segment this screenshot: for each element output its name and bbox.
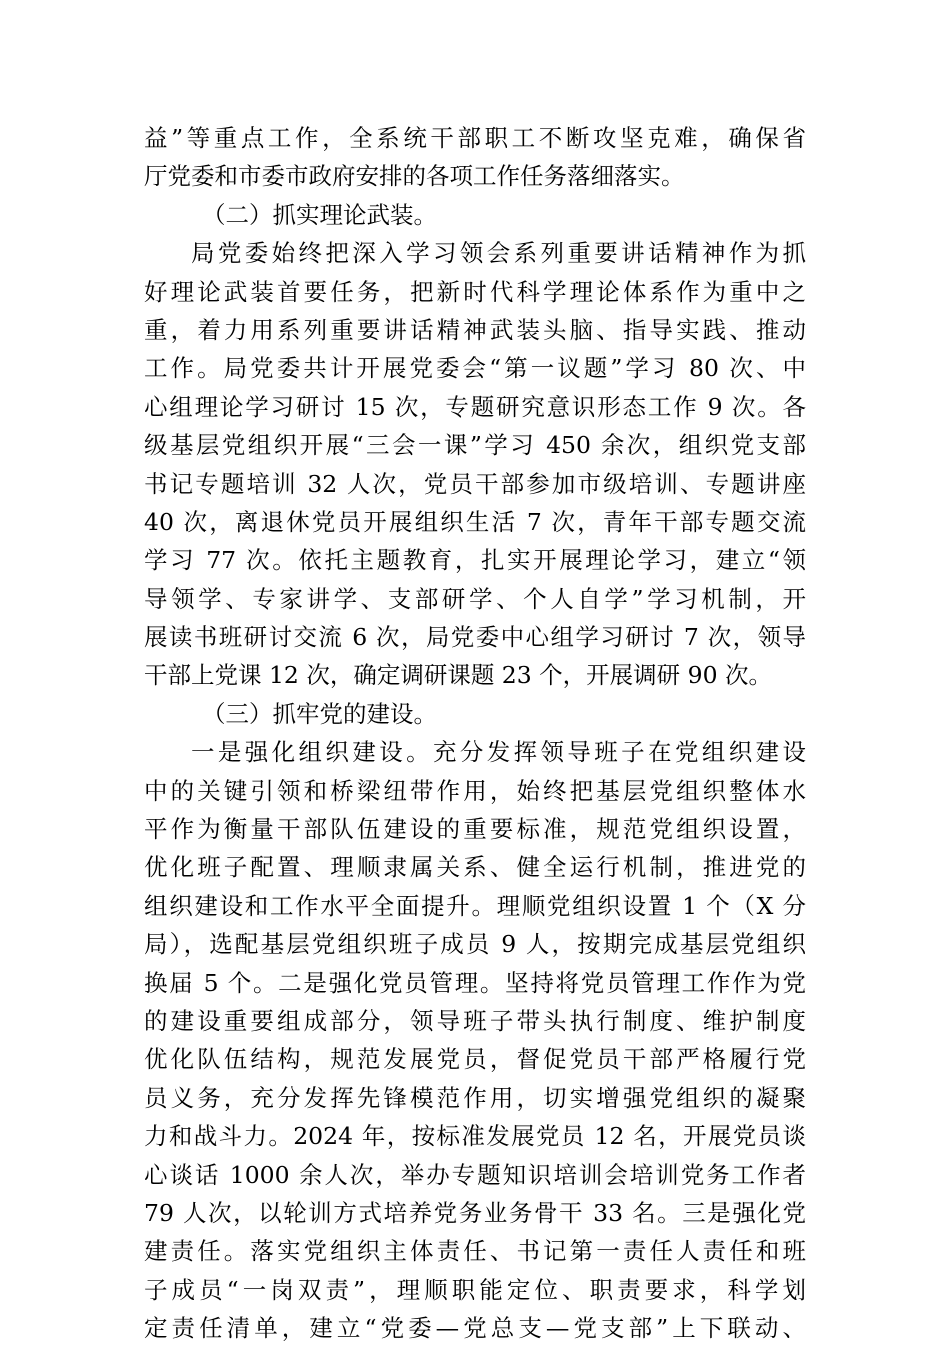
paragraph-line: 平作为衡量干部队伍建设的重要标准，规范党组织设置，	[144, 815, 806, 844]
paragraph-line: 心组理论学习研讨 15 次，专题研究意识形态工作 9 次。各	[144, 392, 806, 421]
paragraph-line: 力和战斗力。2024 年，按标准发展党员 12 名，开展党员谈	[144, 1122, 806, 1151]
paragraph-line: 40 次，离退休党员开展组织生活 7 次，青年干部专题交流	[144, 507, 806, 536]
paragraph-line: 益”等重点工作，全系统干部职工不断攻坚克难，确保省	[144, 124, 806, 152]
paragraph-line: 局），选配基层党组织班子成员 9 人，按期完成基层党组织	[144, 930, 806, 959]
paragraph-line: 建责任。落实党组织主体责任、书记第一责任人责任和班	[144, 1237, 806, 1266]
paragraph-line: 干部上党课 12 次，确定调研课题 23 个，开展调研 90 次。	[144, 661, 773, 690]
paragraph-line: 厅党委和市委市政府安排的各项工作任务落细落实。	[144, 162, 685, 191]
paragraph-line: 级基层党组织开展“三会一课”学习 450 余次，组织党支部	[144, 431, 806, 460]
paragraph-line: 组织建设和工作水平全面提升。理顺党组织设置 1 个（X 分	[144, 891, 806, 920]
paragraph-line: 导领学、专家讲学、支部研学、个人自学”学习机制，开	[144, 584, 806, 613]
paragraph-line: 子成员“一岗双责”，理顺职能定位、职责要求，科学划	[144, 1275, 806, 1304]
paragraph-line: 展读书班研讨交流 6 次，局党委中心组学习研讨 7 次，领导	[144, 623, 806, 652]
section-heading: （二）抓实理论武装。	[202, 200, 437, 229]
paragraph-line: 学习 77 次。依托主题教育，扎实开展理论学习，建立“领	[144, 546, 806, 575]
document-body	[144, 119, 806, 1348]
paragraph-line: 员义务，充分发挥先锋模范作用，切实增强党组织的凝聚	[144, 1083, 806, 1112]
paragraph-line: 局党委始终把深入学习领会系列重要讲话精神作为抓	[191, 239, 806, 268]
paragraph-line: 好理论武装首要任务，把新时代科学理论体系作为重中之	[144, 277, 806, 306]
paragraph-line: 中的关键引领和桥梁纽带作用，始终把基层党组织整体水	[144, 776, 806, 805]
paragraph-line: 书记专题培训 32 人次，党员干部参加市级培训、专题讲座	[144, 469, 806, 498]
paragraph-line: 的建设重要组成部分，领导班子带头执行制度、维护制度	[144, 1006, 806, 1035]
paragraph-line: 定责任清单，建立“党委—党总支—党支部”上下联动、	[144, 1314, 806, 1343]
paragraph-line: 心谈话 1000 余人次，举办专题知识培训会培训党务工作者	[144, 1160, 806, 1189]
paragraph-line: 79 人次，以轮训方式培养党务业务骨干 33 名。三是强化党	[144, 1198, 806, 1227]
paragraph-line: 重，着力用系列重要讲话精神武装头脑、指导实践、推动	[144, 315, 806, 344]
paragraph-line: 换届 5 个。二是强化党员管理。坚持将党员管理工作作为党	[144, 968, 806, 997]
paragraph-line: 一是强化组织建设。充分发挥领导班子在党组织建设	[191, 738, 806, 767]
paragraph-line: 优化队伍结构，规范发展党员，督促党员干部严格履行党	[144, 1045, 806, 1074]
paragraph-line: 工作。局党委共计开展党委会“第一议题”学习 80 次、中	[144, 354, 806, 383]
paragraph-line: 优化班子配置、理顺隶属关系、健全运行机制，推进党的	[144, 853, 806, 882]
section-heading: （三）抓牢党的建设。	[202, 699, 437, 728]
